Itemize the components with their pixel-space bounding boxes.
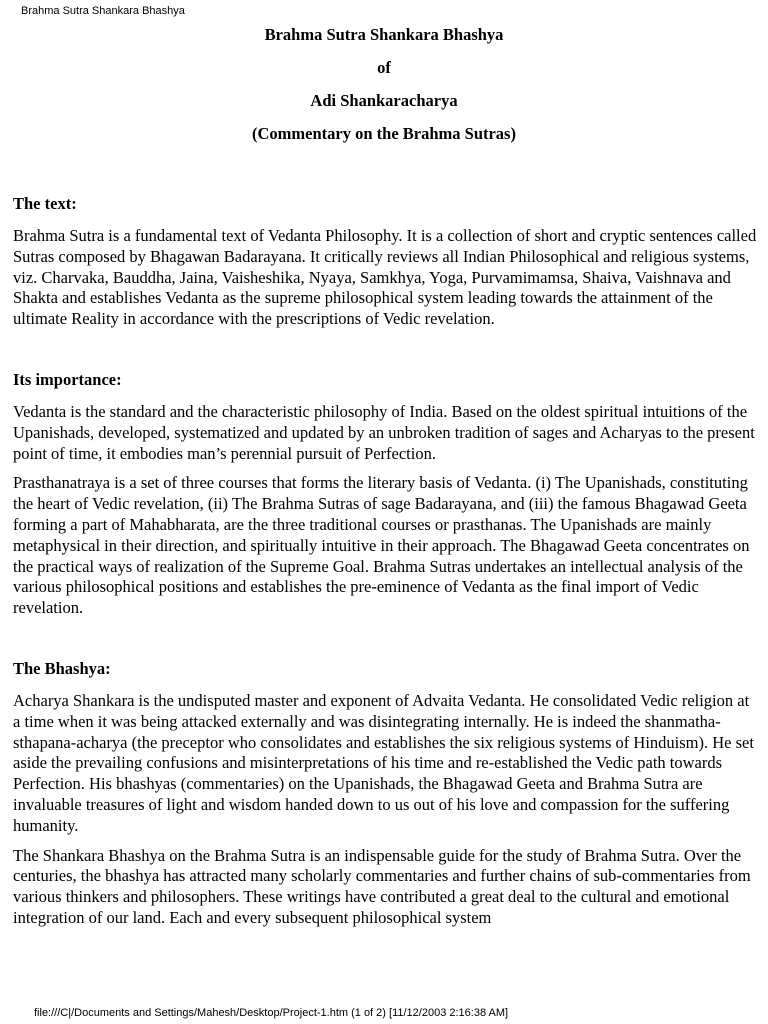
section-the-text bbox=[13, 192, 758, 330]
paragraph-bhashya-2: The Shankara Bhashya on the Brahma Sutra is an indispensable guide for the study of Brahma Sutra. Over the centuries, the bhashya has attracted many scholarly commentaries and further chains of sub-commentaries from various thinkers and philosophers. These writings have contributed a great deal to the cultural and emotional integration of our land. Each and every subsequent philosophical system bbox=[13, 845, 751, 927]
title-line-3: Adi Shankaracharya bbox=[310, 91, 458, 110]
paragraph-importance-2: Prasthanatraya is a set of three courses that forms the literary basis of Vedanta. (i) The Upanishads, constituting the heart of Vedic revelation, (ii) The Brahma Sutras of sage Badarayana, and (iii) the famous Bhagawad Geeta forming a part of Mahabharata, are the three traditional courses or prasthanas. The Upanishads are mainly metaphysical in their direction, and spiritually intuitive in their approach. The Bhagawad Geeta concentrates on the practical ways of realization of the Supreme Goal. Brahma Sutras undertakes an intellectual analysis of the various philosophical positions and establishes the pre-eminence of Vedanta as the final import of Vedic revelation. bbox=[13, 473, 750, 618]
paragraph-importance-1: Vedanta is the standard and the characteristic philosophy of India. Based on the oldest spiritual intuitions of the Upanishads, developed, systematized and updated by an unbroken tradition of sages and Acharyas to the present point of time, it embodies man’s perennial pursuit of Perfection. bbox=[13, 401, 755, 463]
heading-the-text: The text: bbox=[13, 194, 77, 213]
title-line-4: (Commentary on the Brahma Sutras) bbox=[252, 124, 516, 143]
running-header: Brahma Sutra Shankara Bhashya bbox=[21, 5, 185, 17]
heading-its-importance: Its importance: bbox=[13, 369, 122, 389]
title-line-2: of bbox=[377, 58, 391, 77]
heading-the-bhashya: The Bhashya: bbox=[13, 658, 111, 678]
section-its-importance bbox=[13, 368, 758, 619]
section-the-bhashya bbox=[13, 657, 758, 929]
page-footer-url: file:///C|/Documents and Settings/Mahesh/Desktop/Project-1.htm (1 of 2) [11/12/2003 2:16:38 AM] bbox=[34, 1007, 509, 1019]
paragraph-the-text-1: Brahma Sutra is a fundamental text of Vedanta Philosophy. It is a collection of short and cryptic sentences called Sutras composed by Bhagawan Badarayana. It critically reviews all Indian Philosophical and religious systems, viz. Charvaka, Bauddha, Jaina, Vaisheshika, Nyaya, Samkhya, Yoga, Purvamimamsa, Shaiva, Vaishnava and Shakta and establishes Vedanta as the supreme philosophical system leading towards the attainment of the ultimate Reality in accordance with the prescriptions of Vedic revelation. bbox=[13, 226, 757, 329]
document-title bbox=[0, 24, 768, 156]
title-line-1: Brahma Sutra Shankara Bhashya bbox=[264, 25, 504, 44]
document-body bbox=[13, 192, 758, 929]
paragraph-bhashya-1: Acharya Shankara is the undisputed master and exponent of Advaita Vedanta. He consolidated Vedic religion at a time when it was being attacked externally and was disintegrating internally. He is indeed the shanmatha-sthapana-acharya (the preceptor who consolidates and establishes the six religious systems of Hinduism). He set aside the prevailing confusions and misinterpretations of his time and re-established the Vedic path towards Perfection. His bhashyas (commentaries) on the Upanishads, the Bhagawad Geeta and Brahma Sutra are invaluable treasures of light and wisdom handed down to us out of his love and compassion for the suffering humanity. bbox=[13, 690, 754, 835]
